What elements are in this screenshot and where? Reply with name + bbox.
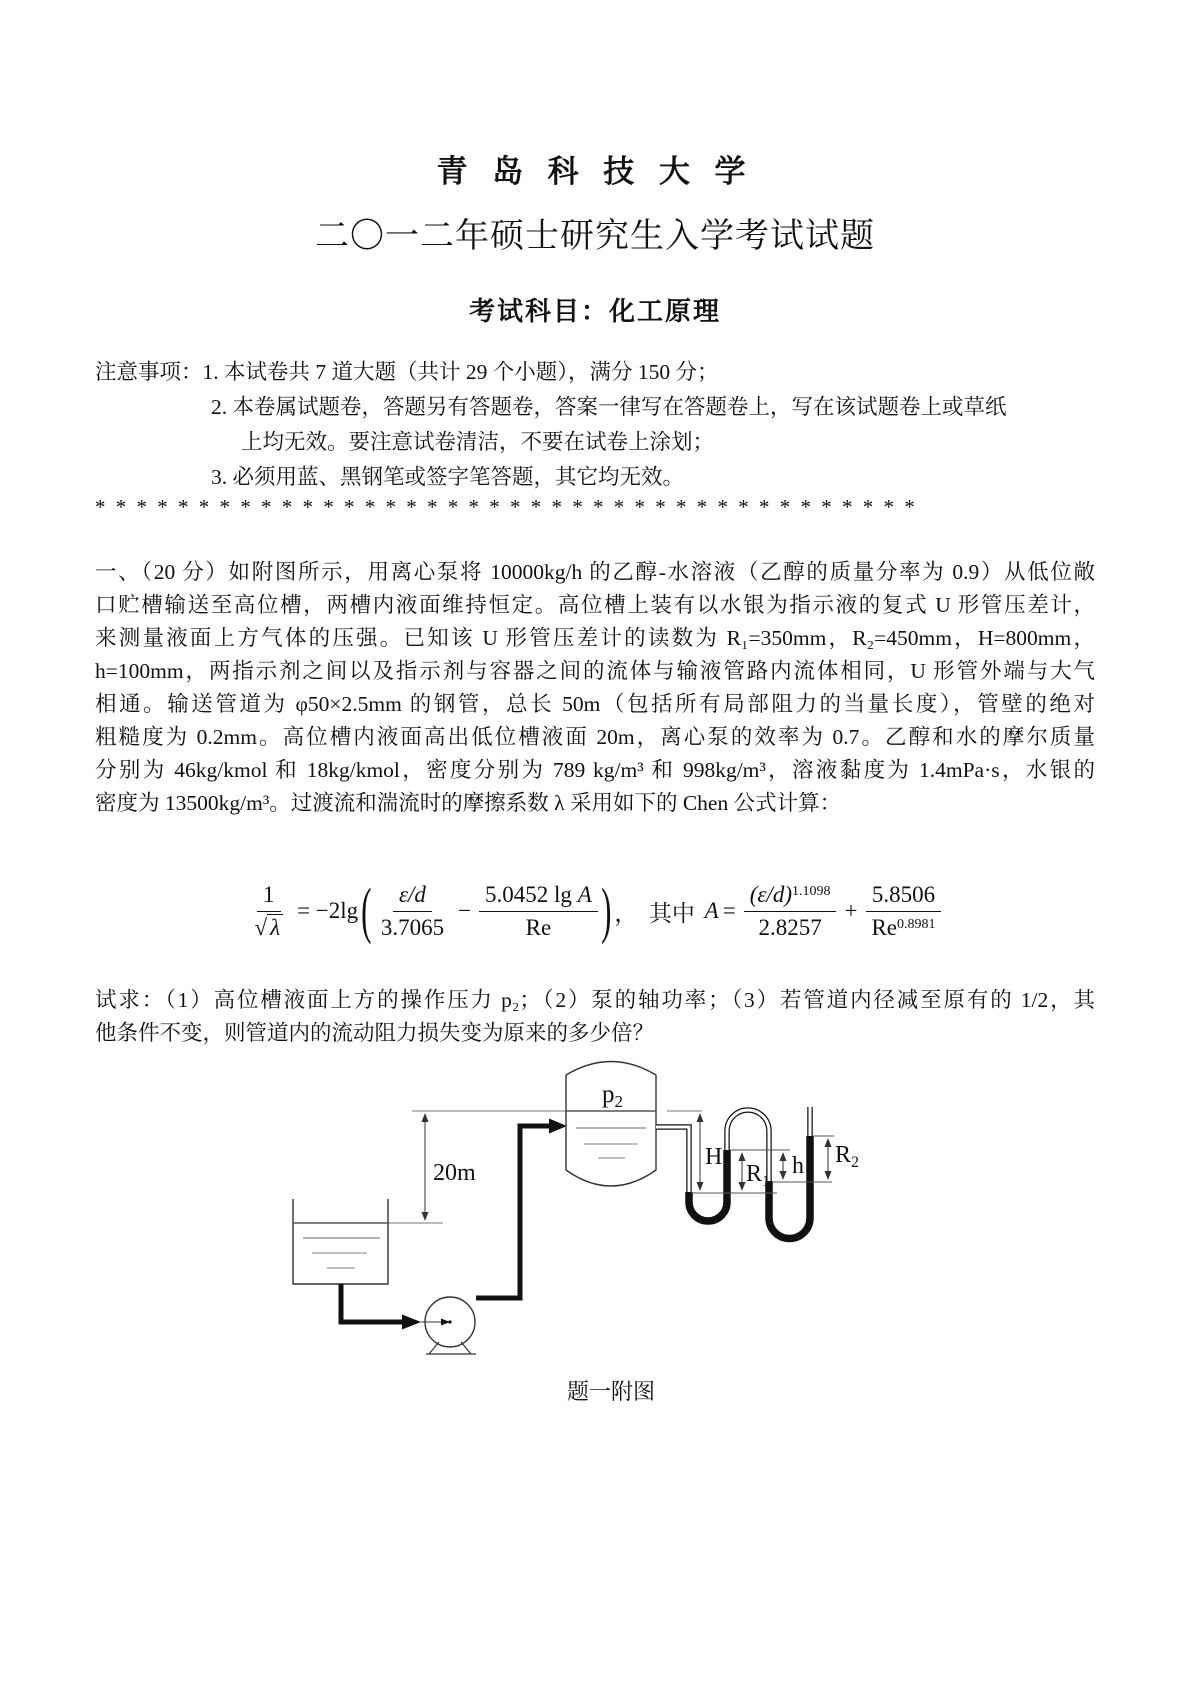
equals-sign: = [722,898,736,923]
close-paren: ) [600,876,612,945]
ask-line: 试求：（1）高位槽液面上方的操作压力 p₂；（2）泵的轴功率；（3）若管道内径减至原有的 1/2，其 [95,988,1095,1012]
pump [425,1297,476,1354]
R2-label: $R_2$ [835,1142,860,1171]
question-line: 口贮槽输送至高位槽，两槽内液面维持恒定。高位槽上装有以水银为指示液的复式 U 形管压差计， [95,593,1095,617]
discharge-arrow [549,1119,567,1134]
question-line: 相通。输送管道为 φ50×2.5mm 的钢管，总长 50m（包括所有局部阻力的当量长度），管壁的绝对 [95,692,1095,716]
pressure-label: $p_2$ [602,1081,623,1111]
figure-caption: 题一附图 [566,1379,656,1404]
low-tank [293,1199,388,1284]
frac-roughness: $\frac{\varepsilon/d}{3.7065}$ [380,881,445,940]
height-dimension-label: 20m [433,1160,476,1186]
question-line: 粗糙度为 0.2mm。高位槽内液面高出低位槽液面 20m，离心泵的效率为 0.7。乙醇和水的摩尔质量 [95,725,1095,749]
R1-label: $R_1$ [746,1161,771,1190]
frac-one-over-sqrt-lambda: $\frac{1}{√ \lambda}$ [248,881,289,942]
A-symbol: A [704,898,719,923]
subject-line: 考试科目：化工原理 [468,296,721,326]
minus-sign: − [458,898,472,923]
where-text: ， 其中 [614,900,701,926]
question-1-text [95,556,1095,820]
notice-section [95,355,1095,495]
question-line: 来测量液面上方气体的压强。已知该 U 形管压差计的读数为 R₁=350mm，R₂=450mm，H=800mm， [95,626,1095,650]
figure-1-diagram [250,1040,950,1420]
question-line: 密度为 13500kg/m³。过渡流和湍流时的摩擦系数 λ 采用如下的 Chen 公式计算： [95,791,842,815]
notice-item-2: 2. 本卷属试题卷，答题另有答题卷，答案一律写在答题卷上，写在该试题卷上或草纸 [211,395,1007,419]
separator-line: * * * * * * * * * * * * * * * * * * * * * * * * * * * * * * * * * * * * * * * * [95,495,918,519]
frac-A-first-term: $\frac{(\varepsilon/d)^{1.1098}}{2.8257}$ [744,881,837,942]
notice-item-2-cont: 上均无效。要注意试卷清洁，不要在试卷上涂划； [241,430,715,454]
notice-item-3: 3. 必须用蓝、黑钢笔或签字笔答题，其它均无效。 [211,465,685,489]
h-label: h [792,1153,804,1179]
suction-pipe [341,1284,402,1322]
exam-title: 二〇一二年硕士研究生入学考试试题 [315,218,875,255]
question-line: 分别为 46kg/kmol 和 18kg/kmol，密度分别为 789 kg/m³ 和 998kg/m³，溶液黏度为 1.4mPa·s，水银的 [95,758,1095,782]
university-title: 青 岛 科 技 大 学 [436,154,754,189]
ask-line: 他条件不变，则管道内的流动阻力损失变为原来的多少倍？ [95,1021,655,1045]
question-line: 一、（20 分）如附图所示，用离心泵将 10000kg/h 的乙醇-水溶液（乙醇的质量分率为 0.9）从低位敞 [95,560,1095,584]
open-paren: ( [361,876,372,945]
chen-formula [95,842,1095,980]
notice-item-1: 1. 本试卷共 7 道大题（共计 29 个小题），满分 150 分； [202,360,719,384]
frac-lgA-over-Re: $\frac{\text{5.0452 lg A}}{Re}$ [479,881,598,942]
frac-A-second-term: $\frac{5.8506}{Re^{0.8981}}$ [865,881,941,942]
equals-coefficient: = −2lg [297,898,359,923]
H-label: H [705,1144,723,1170]
notice-line-1 [95,355,1095,390]
plus-sign: + [844,898,858,923]
notice-label: 注意事项： [95,360,203,384]
suction-arrow [402,1315,421,1330]
discharge-pipe [476,1126,549,1298]
question-line: h=100mm，两指示剂之间以及指示剂与容器之间的流体与输液管路内流体相同，U 形管外端与大气 [95,659,1095,683]
